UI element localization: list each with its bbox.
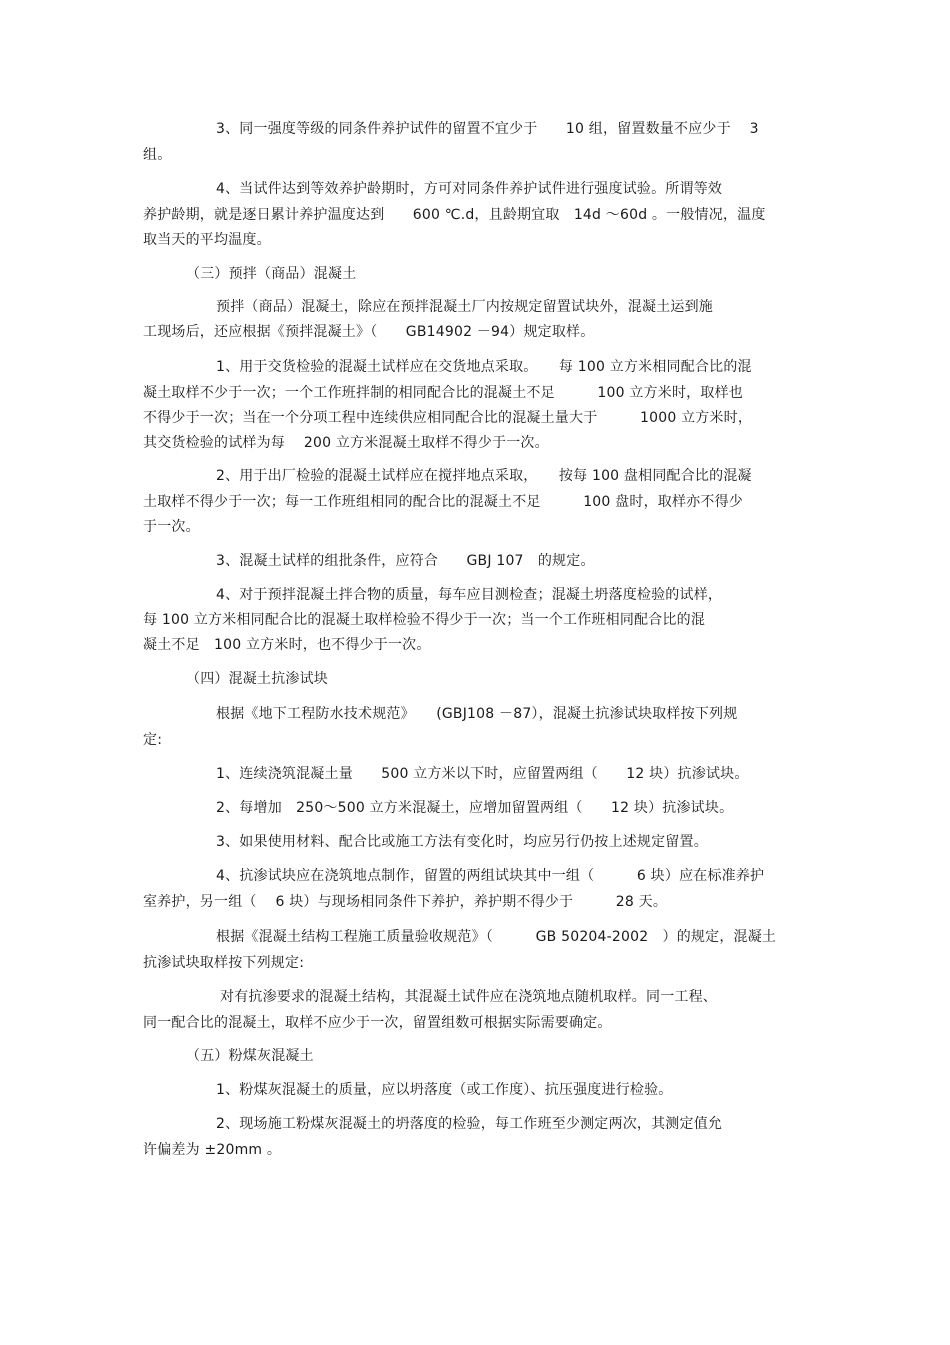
text-line: 预拌（商品）混凝土，除应在预拌混凝土厂内按规定留置试块外，混凝土运到施 — [216, 299, 713, 315]
text-line: 2、用于出厂检验的混凝土试样应在搅拌地点采取， 按每 100 盘相同配合比的混凝 — [216, 468, 752, 484]
text-line: 3、同一强度等级的同条件养护试件的留置不宜少于 10 组，留置数量不应少于 3 — [216, 121, 759, 137]
text-line: 4、对于预拌混凝土拌合物的质量，每车应目测检查；混凝土坍落度检验的试样， — [216, 587, 723, 603]
text-line: 同一配合比的混凝土，取样不应少于一次，留置组数可根据实际需要确定。 — [143, 1015, 612, 1031]
text-line: 根据《混凝土结构工程施工质量验收规范》（ GB 50204-2002 ）的规定，混凝土 — [216, 929, 777, 945]
text-line: 不得少于一次；当在一个分项工程中连续供应相同配合比的混凝土量大于 1000 立方米时， — [143, 410, 753, 426]
text-line: 凝土取样不少于一次；一个工作班拌制的相同配合比的混凝土不足 100 立方米时，取样也 — [143, 385, 743, 401]
text-line: 4、当试件达到等效养护龄期时，方可对同条件养护试件进行强度试验。所谓等效 — [216, 181, 723, 197]
text-line: 许偏差为 ±20mm 。 — [143, 1142, 282, 1158]
text-line: 对有抗渗要求的混凝土结构，其混凝土试件应在浇筑地点随机取样。同一工程、 — [220, 989, 717, 1005]
text-line: 1、用于交货检验的混凝土试样应在交货地点采取。 每 100 立方米相同配合比的混 — [216, 359, 752, 375]
text-line: 每 100 立方米相同配合比的混凝土取样检验不得少于一次；当一个工作班相同配合比的混 — [143, 612, 706, 628]
text-line: 其交货检验的试样为每 200 立方米混凝土取样不得少于一次。 — [143, 435, 549, 451]
section-heading: （三）预拌（商品）混凝土 — [186, 266, 357, 282]
text-line: 凝土不足 100 立方米时，也不得少于一次。 — [143, 637, 431, 653]
text-line: 1、连续浇筑混凝土量 500 立方米以下时，应留置两组（ 12 块）抗渗试块。 — [216, 766, 749, 782]
text-line: 1、粉煤灰混凝土的质量，应以坍落度（或工作度）、抗压强度进行检验。 — [216, 1082, 673, 1098]
text-line: 3、如果使用材料、配合比或施工方法有变化时，均应另行仍按上述规定留置。 — [216, 834, 708, 850]
text-line: 养护龄期，就是逐日累计养护温度达到 600 ℃.d，且龄期宜取 14d ～60d 。一般情况，温度 — [143, 207, 766, 223]
text-line: 定: — [143, 732, 163, 748]
text-line: 根据《地下工程防水技术规范》 (GBJ108 －87），混凝土抗渗试块取样按下列规 — [216, 706, 738, 722]
text-line: 工现场后，还应根据《预拌混凝土》（ GB14902 －94）规定取样。 — [143, 324, 595, 340]
text-line: 于一次。 — [143, 519, 200, 535]
text-line: 室养护，另一组（ 6 块）与现场相同条件下养护，养护期不得少于 28 天。 — [143, 894, 668, 910]
section-heading: （五）粉煤灰混凝土 — [186, 1048, 314, 1064]
text-line: 土取样不得少于一次；每一工作班组相同的配合比的混凝土不足 100 盘时，取样亦不得少 — [143, 494, 743, 510]
text-line: 2、现场施工粉煤灰混凝土的坍落度的检验，每工作班至少测定两次，其测定值允 — [216, 1116, 723, 1132]
text-line: 抗渗试块取样按下列规定: — [143, 955, 305, 971]
section-heading: （四）混凝土抗渗试块 — [186, 671, 328, 687]
text-line: 2、每增加 250～500 立方米混凝土，应增加留置两组（ 12 块）抗渗试块。 — [216, 800, 734, 816]
text-line: 4、抗渗试块应在浇筑地点制作，留置的两组试块其中一组（ 6 块）应在标准养护 — [216, 868, 765, 884]
text-line: 3、混凝土试样的组批条件，应符合 GBJ 107 的规定。 — [216, 553, 595, 569]
text-line: 取当天的平均温度。 — [143, 232, 271, 248]
text-line: 组。 — [143, 147, 172, 163]
